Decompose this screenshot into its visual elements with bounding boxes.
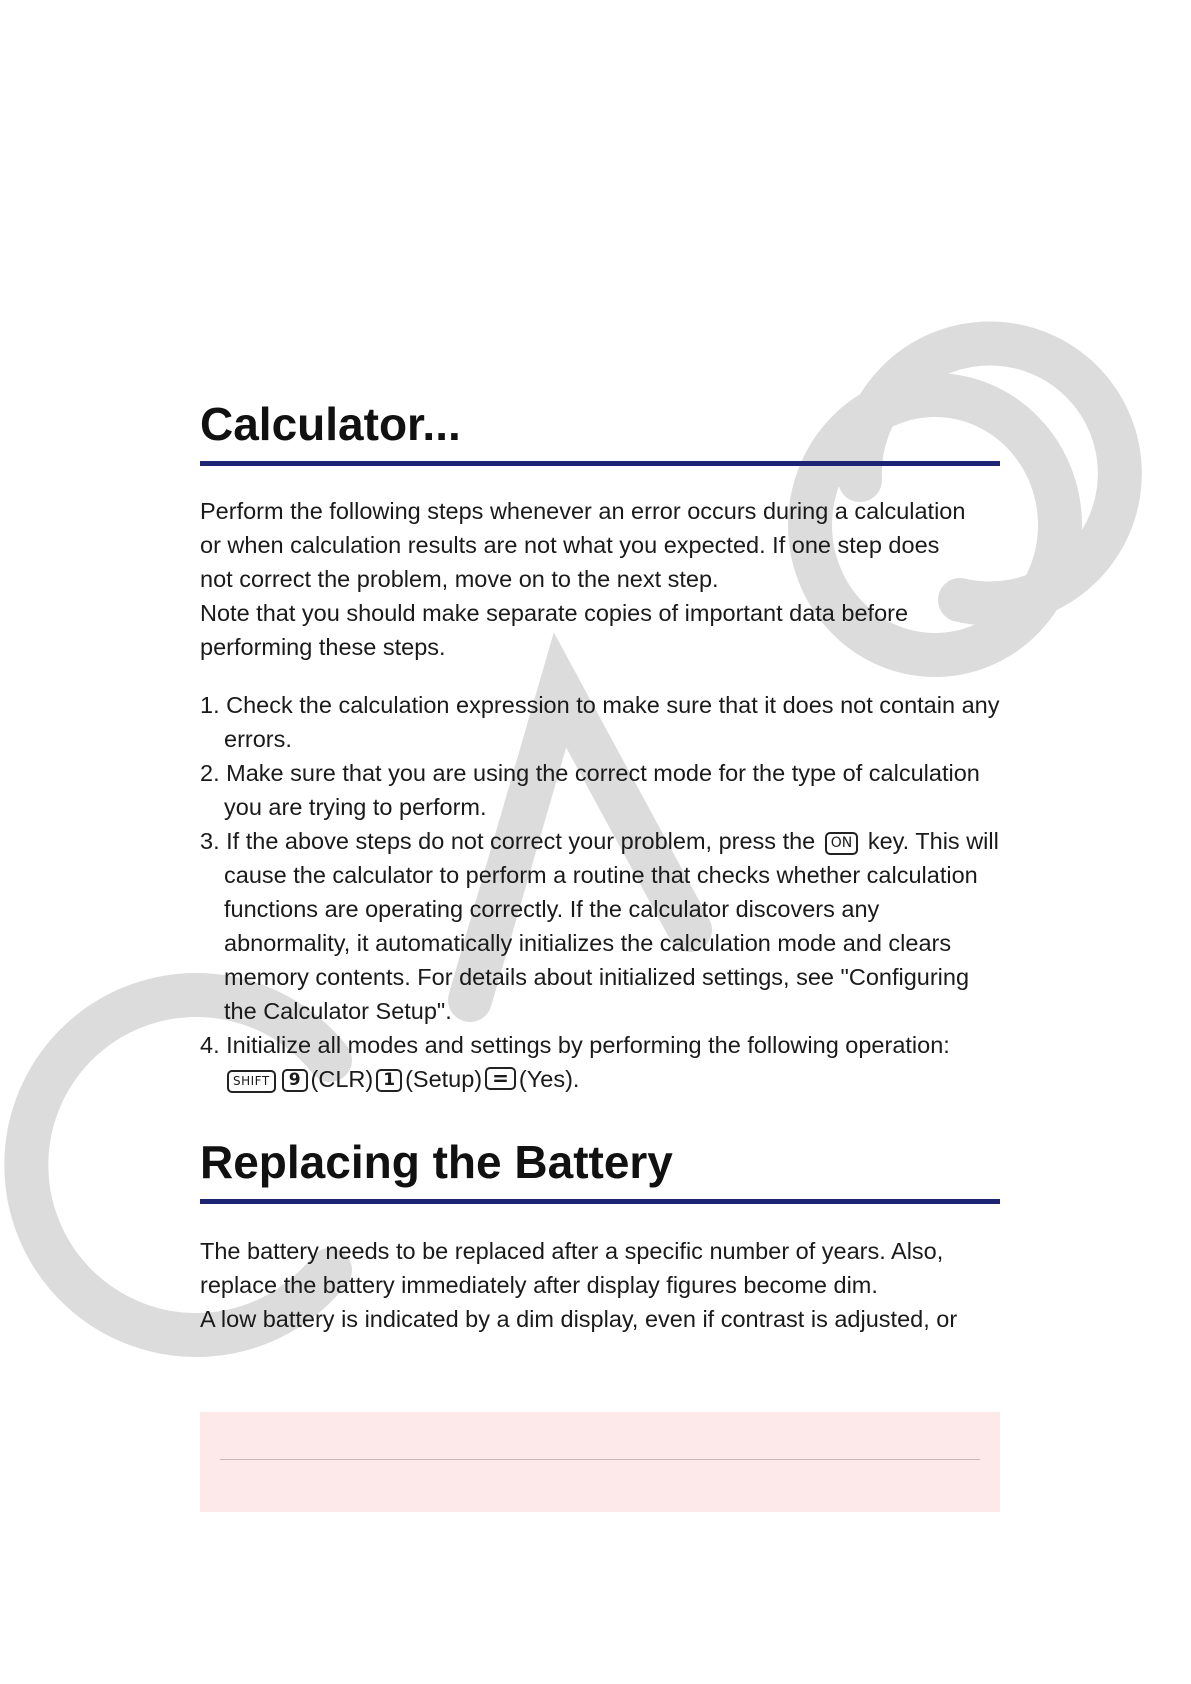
clr-label: (CLR) [310,1065,374,1092]
intro-line: Note that you should make separate copies of important data before [200,599,909,626]
equals-key-icon: = [485,1067,516,1090]
battery-line: A low battery is indicated by a dim display, even if contrast is adjusted, or [200,1305,958,1332]
step-2: 2. Make sure that you are using the correct mode for the type of calculation you are trying to perform. [200,759,980,820]
on-key-icon: ON [825,832,859,855]
battery-section [200,1114,1000,1336]
nine-key-icon: 9 [282,1069,308,1092]
note-box [200,1412,1000,1512]
battery-line: replace the battery immediately after display figures become dim. [200,1271,878,1298]
intro-line: Perform the following steps whenever an error occurs during a calculation [200,497,966,524]
step-3 [200,824,1000,1028]
steps-list [200,688,1000,1096]
battery-line: The battery needs to be replaced after a specific number of years. Also, [200,1237,944,1264]
setup-label: (Setup) [405,1065,483,1092]
step-3-text-before: 3. If the above steps do not correct your problem, press the [200,827,816,854]
document-content [200,380,1000,1336]
step-4 [200,1028,1000,1096]
intro-line: not correct the problem, move on to the next step. [200,565,719,592]
section-heading-calculator: Calculator... [200,380,1000,466]
intro-line: performing these steps. [200,633,446,660]
step-3-text-after: key. This will cause the calculator to perform a routine that checks whether calculation functions are operating correctly. If the calculator discovers any abnormality, it automatically initializes the calculation mode and clears memory contents. For details about initialized settings, see "Configuring the Calculator Setup". [224,827,999,1024]
note-divider [220,1459,980,1460]
intro-paragraph [200,494,1000,664]
intro-line: or when calculation results are not what you expected. If one step does [200,531,940,558]
shift-key-icon: SHIFT [227,1070,276,1093]
battery-paragraph [200,1234,1000,1336]
yes-label: (Yes). [518,1065,580,1092]
step-4-text: 4. Initialize all modes and settings by performing the following operation: [200,1031,950,1058]
troubleshooting-section [200,380,1000,1096]
step-1: 1. Check the calculation expression to make sure that it does not contain any errors. [200,691,1000,752]
section-heading-battery: Replacing the Battery [200,1114,1000,1204]
one-key-icon: 1 [376,1069,402,1092]
